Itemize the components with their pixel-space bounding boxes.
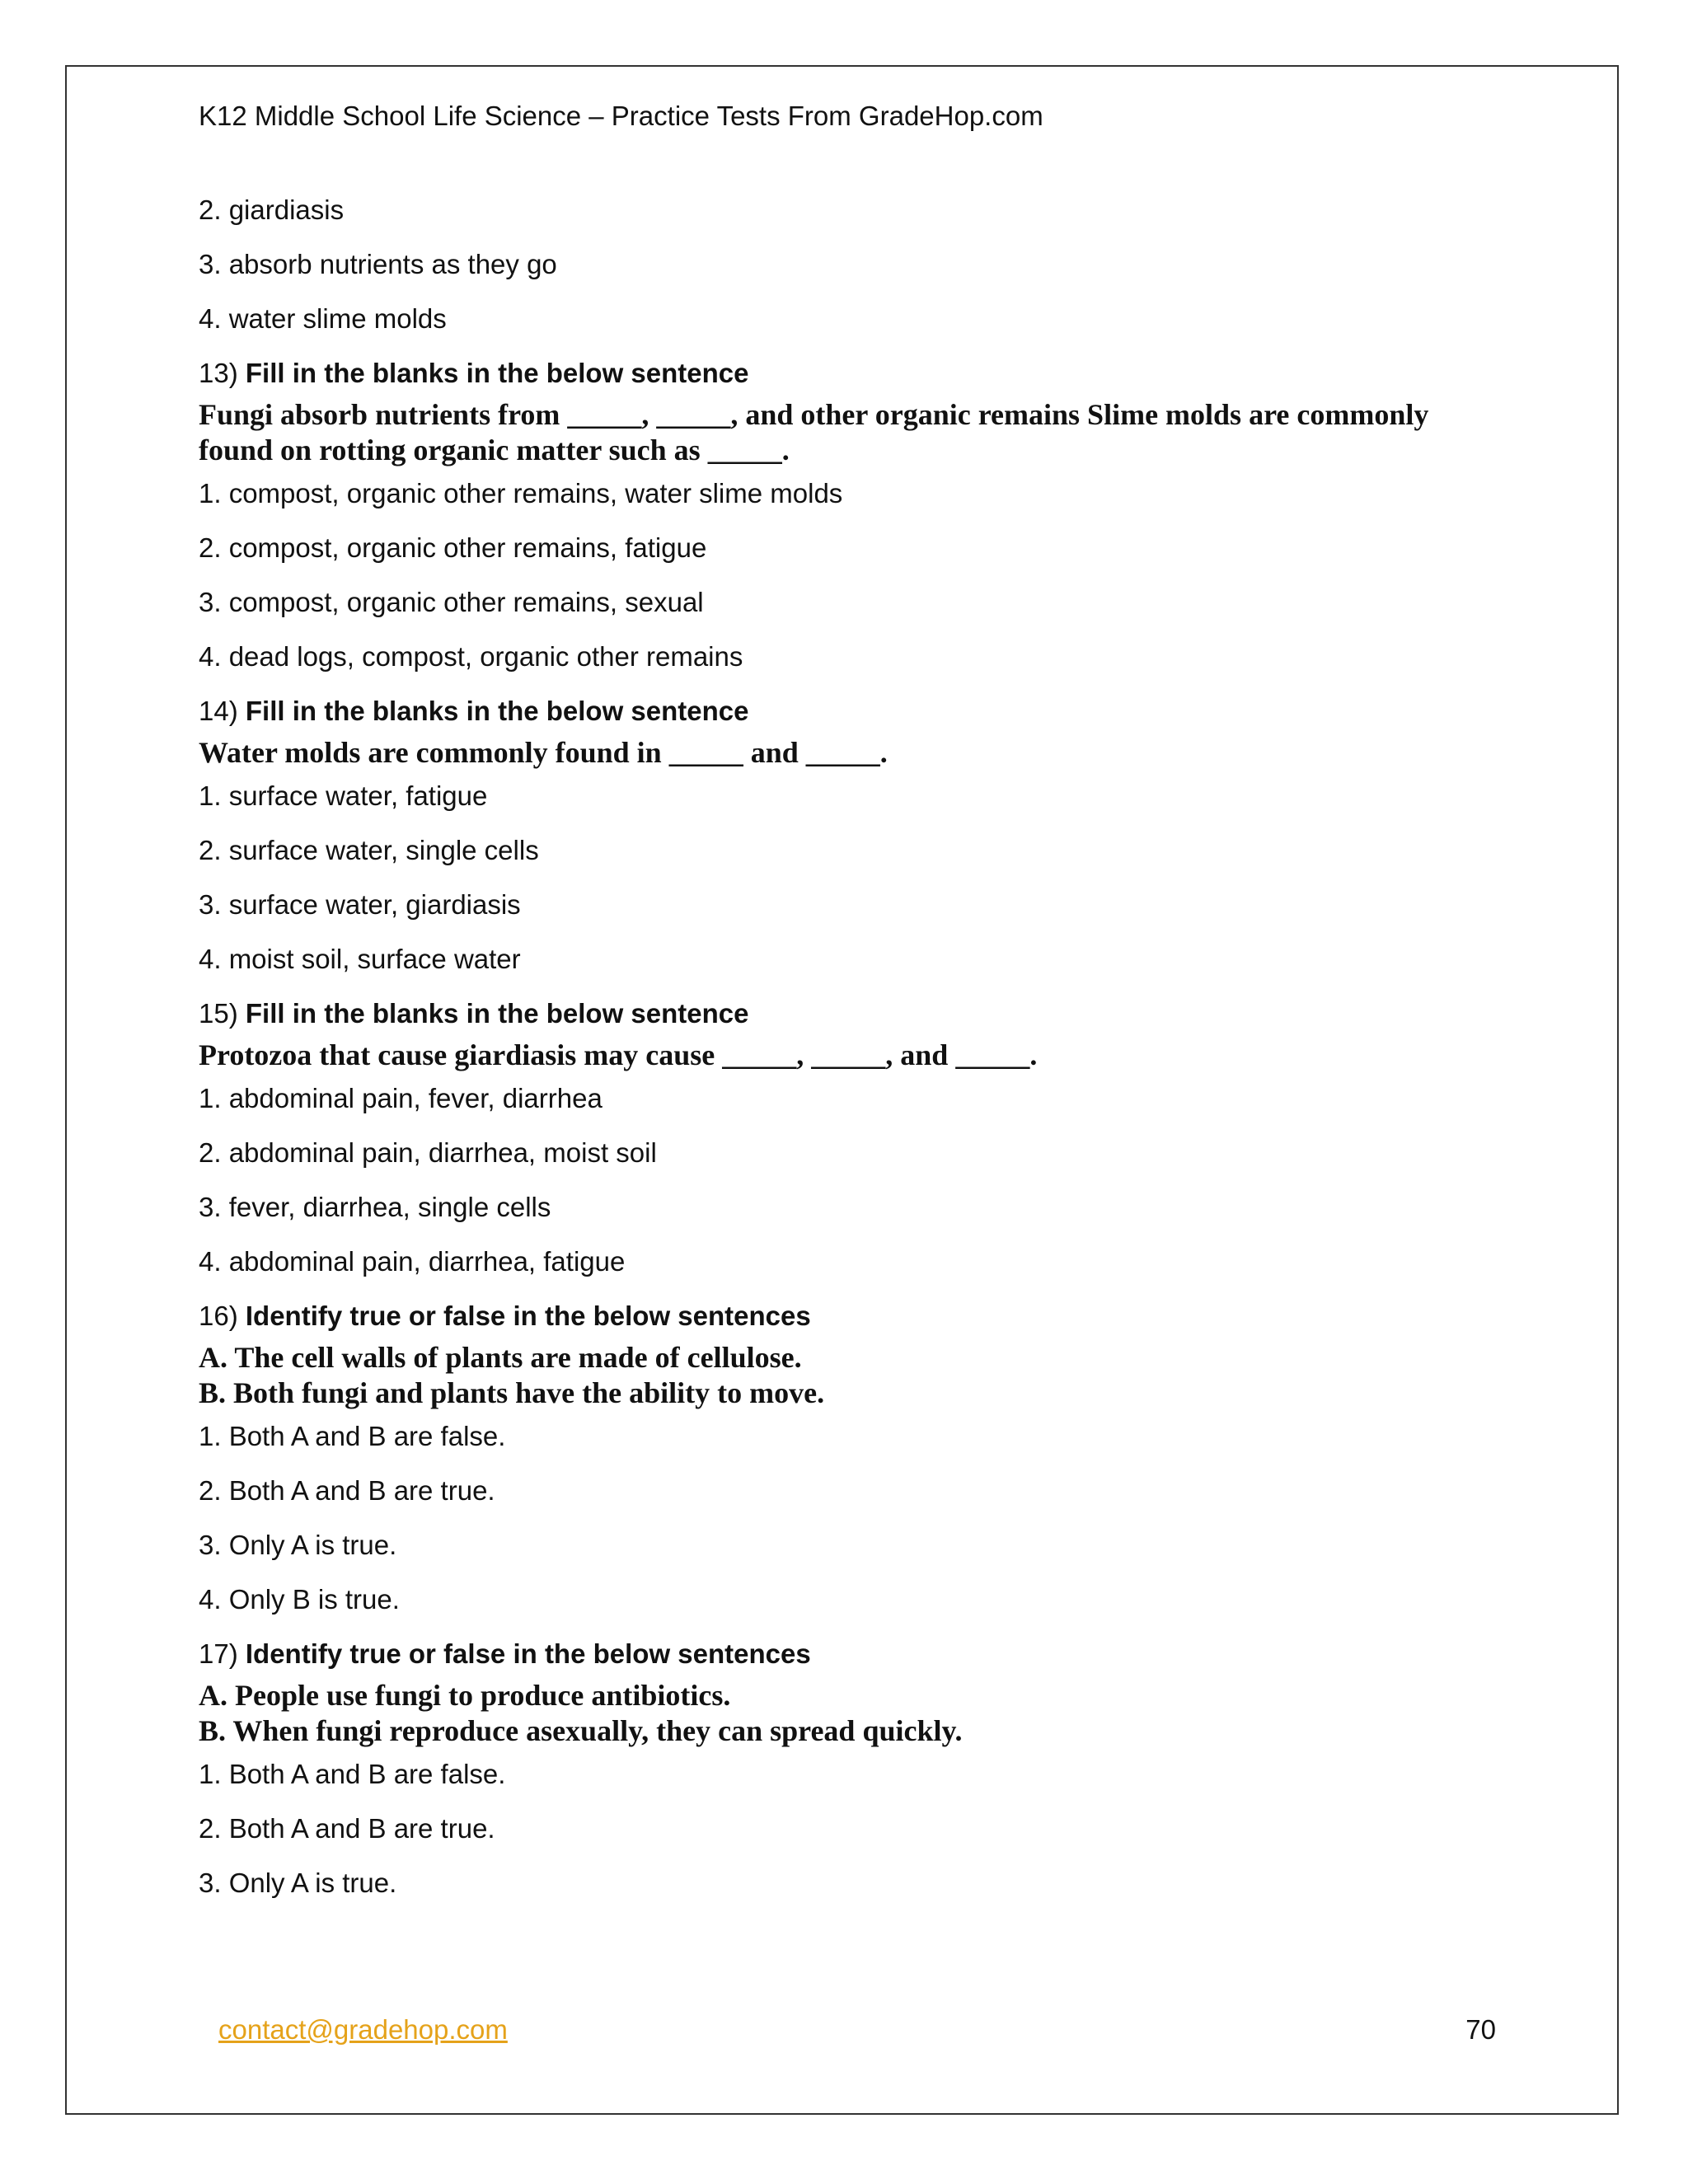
answer-option: 2. abdominal pain, diarrhea, moist soil [199, 1137, 657, 1168]
question-instruction [199, 995, 1517, 1033]
question-number: 14) [199, 696, 238, 726]
question-number: 15) [199, 998, 238, 1029]
page-number: 70 [1465, 2014, 1496, 2045]
answer-option: 2. Both A and B are true. [199, 1475, 495, 1506]
page-header: K12 Middle School Life Science – Practice Tests From GradeHop.com [199, 101, 1043, 131]
question-17 [199, 1635, 1517, 1902]
answer-option: 4. water slime molds [199, 303, 447, 334]
page-footer [218, 2011, 1496, 2049]
question-number: 16) [199, 1301, 238, 1331]
answer-option: 4. moist soil, surface water [199, 944, 521, 974]
question-statement [199, 1678, 1517, 1749]
answer-option: 1. Both A and B are false. [199, 1421, 506, 1451]
page-content [199, 97, 1517, 1919]
question-15 [199, 995, 1517, 1281]
question-statement [199, 735, 1517, 771]
instruction-text: Fill in the blanks in the below sentence [245, 998, 749, 1029]
statement-line: Water molds are commonly found in _____ and _____. [199, 736, 888, 769]
answer-option: 4. Only B is true. [199, 1584, 400, 1615]
instruction-text: Fill in the blanks in the below sentence [245, 696, 749, 726]
question-13 [199, 354, 1517, 676]
question-statement [199, 1340, 1517, 1411]
question-number: 13) [199, 358, 238, 388]
instruction-text: Identify true or false in the below sentences [245, 1638, 811, 1669]
question-14 [199, 692, 1517, 978]
statement-line: Protozoa that cause giardiasis may cause _____, _____, and _____. [199, 1038, 1038, 1071]
instruction-text: Identify true or false in the below sentences [245, 1301, 811, 1331]
question-statement [199, 397, 1517, 468]
statement-line: Fungi absorb nutrients from _____, _____, and other organic remains Slime molds are commonly [199, 398, 1429, 431]
statement-line: B. When fungi reproduce asexually, they can spread quickly. [199, 1714, 963, 1747]
contact-email-link[interactable]: contact@gradehop.com [218, 2014, 508, 2045]
question-statement [199, 1038, 1517, 1073]
question-instruction [199, 1635, 1517, 1673]
statement-line: A. The cell walls of plants are made of cellulose. [199, 1341, 802, 1374]
statement-line: B. Both fungi and plants have the ability to move. [199, 1376, 825, 1409]
question-number: 17) [199, 1638, 238, 1669]
answer-option: 3. Only A is true. [199, 1530, 397, 1560]
answer-option: 4. abdominal pain, diarrhea, fatigue [199, 1246, 626, 1277]
answer-option: 1. Both A and B are false. [199, 1759, 506, 1789]
answer-option: 1. abdominal pain, fever, diarrhea [199, 1083, 603, 1113]
question-instruction [199, 692, 1517, 730]
instruction-text: Fill in the blanks in the below sentence [245, 358, 749, 388]
answer-option: 2. compost, organic other remains, fatigue [199, 532, 707, 563]
answer-option: 4. dead logs, compost, organic other remains [199, 641, 743, 672]
statement-line: A. People use fungi to produce antibiotics. [199, 1679, 731, 1712]
answer-option: 2. Both A and B are true. [199, 1813, 495, 1844]
question-instruction [199, 354, 1517, 392]
carry-over-options [199, 191, 1517, 338]
answer-option: 3. fever, diarrhea, single cells [199, 1192, 551, 1222]
answer-option: 3. compost, organic other remains, sexual [199, 587, 704, 617]
answer-option: 3. Only A is true. [199, 1868, 397, 1898]
answer-option: 2. giardiasis [199, 194, 345, 225]
answer-option: 1. compost, organic other remains, water slime molds [199, 478, 843, 509]
answer-option: 3. surface water, giardiasis [199, 889, 521, 920]
statement-line: found on rotting organic matter such as _____. [199, 434, 790, 466]
answer-option: 3. absorb nutrients as they go [199, 249, 557, 279]
answer-option: 2. surface water, single cells [199, 835, 539, 865]
answer-option: 1. surface water, fatigue [199, 780, 488, 811]
question-instruction [199, 1297, 1517, 1335]
question-16 [199, 1297, 1517, 1619]
